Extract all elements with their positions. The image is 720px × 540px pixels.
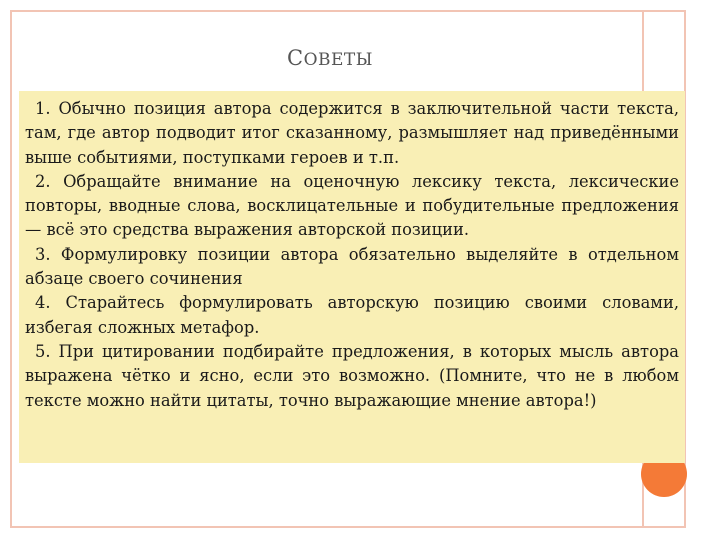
advice-list: [19, 91, 685, 463]
advice-item-5: 5. При цитировании подбирайте предложения, в которых мысль автора выражена чётко и ясно, если это возможно. (Помните, что не в любом тексте можно найти цитаты, точно выражающие мнение автора!): [25, 341, 679, 410]
advice-item-2: 2. Обращайте внимание на оценочную лексику текста, лексические повторы, вводные слова, восклицательные и побудительные предложения — всё это средства выражения авторской позиции.: [25, 171, 679, 240]
advice-item-1: 1. Обычно позиция автора содержится в заключительной части текста, там, где автор подводит итог сказанному, размышляет над приведёнными выше событиями, поступками героев и т.п.: [25, 99, 679, 167]
advice-item-4: 4. Старайтесь формулировать авторскую позицию своими словами, избегая сложных метафор.: [25, 293, 679, 337]
slide-title-initial: С: [287, 46, 304, 70]
slide-title-rest: ОВЕТЫ: [303, 50, 373, 70]
advice-item-3: 3. Формулировку позиции автора обязательно выделяйте в отдельном абзаце своего сочинения: [25, 244, 679, 289]
slide-title: [0, 46, 660, 70]
